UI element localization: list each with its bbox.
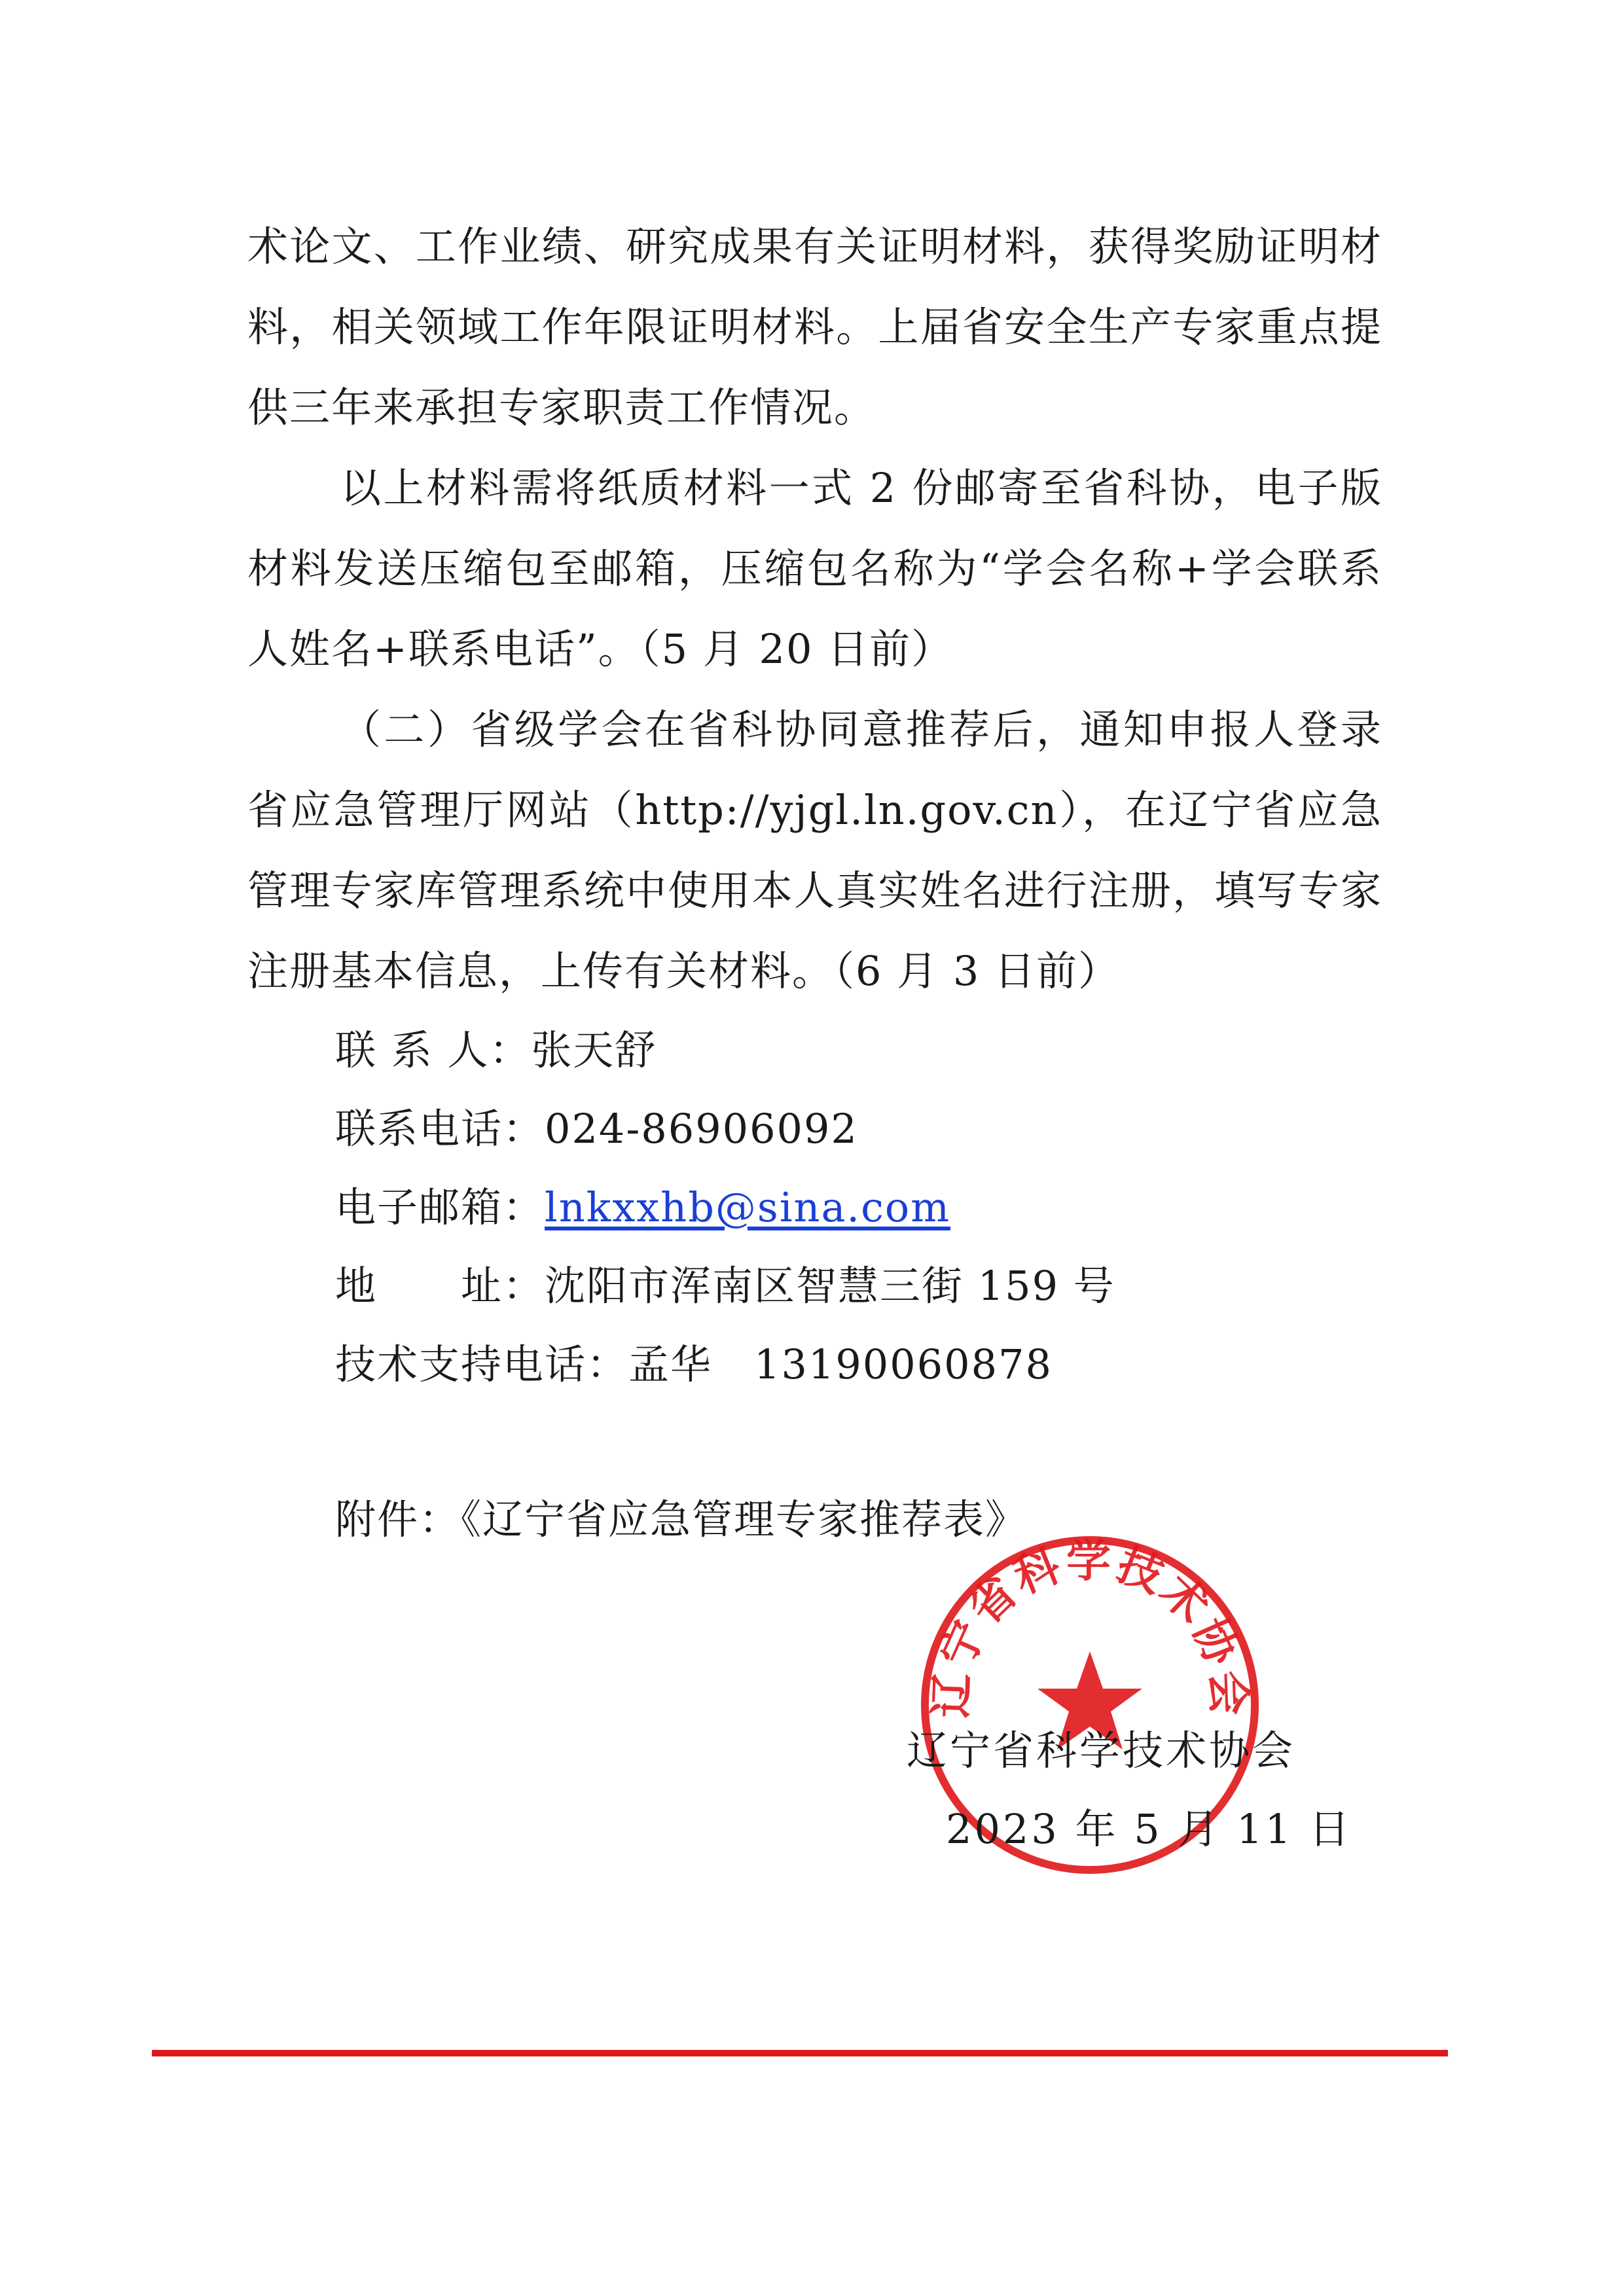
contact-phone-row — [335, 1090, 1115, 1168]
seal-text: 辽宁省科学技术协会 — [925, 1535, 1255, 1719]
contact-support-row — [335, 1325, 1115, 1404]
contact-address-label: 地 址： — [335, 1262, 545, 1310]
contact-email-label: 电子邮箱： — [335, 1183, 545, 1231]
signature-organization: 辽宁省科学技术协会 — [907, 1727, 1296, 1774]
contact-phone: 024-86906092 — [545, 1105, 858, 1153]
contact-support: 孟华 13190060878 — [628, 1340, 1053, 1388]
paragraph-materials: 术论文、工作业绩、研究成果有关证明材料，获得奖励证明材料，相关领域工作年限证明材料。上届省安全生产专家重点提供三年来承担专家职责工作情况。 — [247, 223, 1382, 431]
contact-address: 沈阳市浑南区智慧三街 159 号 — [545, 1262, 1115, 1310]
footer-red-rule — [152, 2050, 1448, 2056]
contact-person-label: 联 系 人： — [335, 1026, 532, 1074]
contact-address-row — [335, 1247, 1115, 1325]
contact-person: 张天舒 — [531, 1026, 657, 1074]
signature-date: 2023 年 5 月 11 日 — [946, 1805, 1352, 1853]
paragraph-registration: （二）省级学会在省科协同意推荐后，通知申报人登录省应急管理厅网站（http://yjgl.ln.gov.cn），在辽宁省应急管理专家库管理系统中使用本人真实姓名进行注册，填写专家注册基本信息，上传有关材料。（6 月 3 日前） — [247, 706, 1382, 995]
contact-email-link[interactable]: lnkxxhb@sina.com — [545, 1183, 950, 1231]
contact-person-row — [335, 1011, 1115, 1090]
contact-support-label: 技术支持电话： — [335, 1340, 629, 1388]
contact-email-row — [335, 1168, 1115, 1247]
attachment-note: 附件：《辽宁省应急管理专家推荐表》 — [335, 1496, 1028, 1543]
paragraph-submission: 以上材料需将纸质材料一式 2 份邮寄至省科协，电子版材料发送压缩包至邮箱，压缩包名称为“学会名称+学会联系人姓名+联系电话”。（5 月 20 日前） — [247, 464, 1382, 673]
contact-phone-label: 联系电话： — [335, 1105, 545, 1153]
contact-block — [335, 1011, 1115, 1404]
